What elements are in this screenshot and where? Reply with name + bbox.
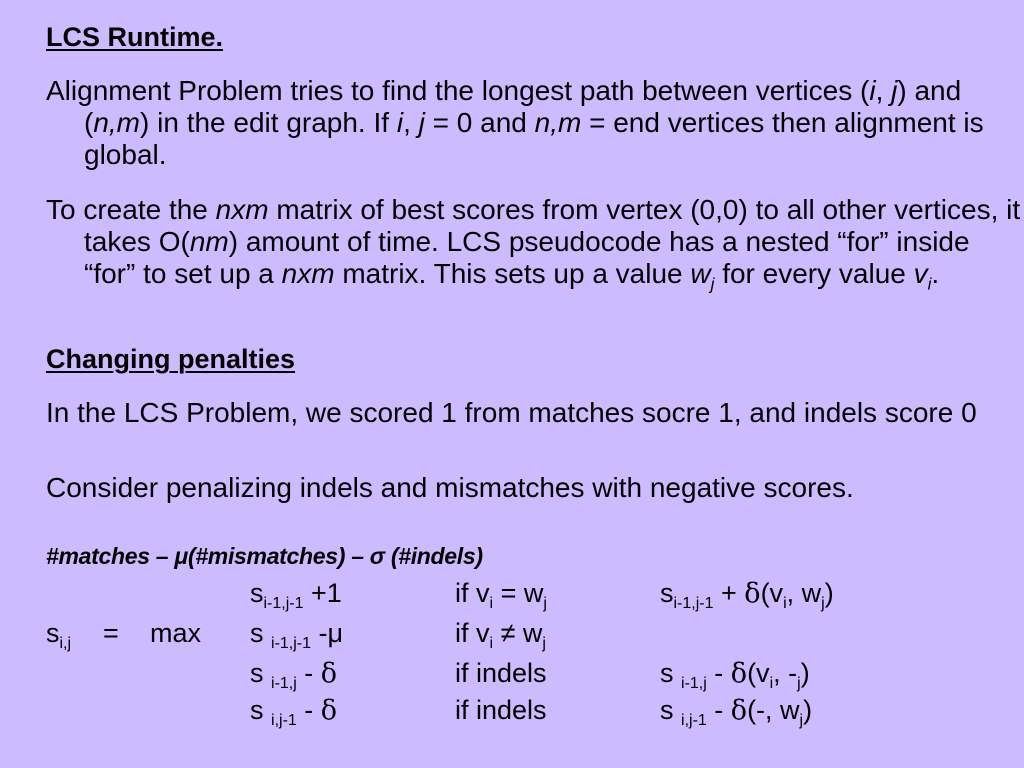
recurrence-condition-indel-up: if indels [455, 658, 547, 688]
recurrence-general-indel-up: s $_{i-1,j} - \delta(v_i$, $-_j$) [660, 658, 810, 692]
recurrence-equals: = [103, 618, 119, 648]
heading-changing-penalties: Changing penalties [46, 344, 296, 374]
recurrence-condition-indel-left: if indels [455, 695, 547, 725]
paragraph-lcs-scoring: In the LCS Problem, we scored 1 from matches socre 1, and indels score 0 [46, 397, 977, 428]
recurrence-case-indel-left: s $_{i,j-1}$ - δ [250, 695, 338, 729]
recurrence-case-mismatch: s $_{i-1,j-1}$ -μ [250, 618, 344, 652]
paragraph-penalizing: Consider penalizing indels and mismatches with negative scores. [46, 472, 854, 503]
recurrence-general-indel-left: s $_{i,j-1}$ - δ(-, $w_j$) [660, 695, 813, 729]
recurrence-condition-mismatch: if $v_i \ne w_j$ [455, 618, 546, 652]
recurrence-max: max [150, 618, 202, 648]
recurrence-case-match: $s_{i-1,j-1} +1$ [250, 578, 342, 612]
recurrence-case-indel-up: s $_{i-1,j}$ - δ [250, 658, 338, 692]
recurrence-lhs: $s_{i,j}$ [46, 618, 72, 652]
scoring-formula: #matches – μ(#mismatches) – σ (#indels) [46, 543, 483, 569]
recurrence-condition-match: if $v_i = w_j$ [455, 578, 547, 612]
paragraph-alignment-problem: Alignment Problem tries to find the longest path between vertices (i, j) and (n,m) in the edit graph. If i, j = 0 and n,m = end vertices then alignment is global. [46, 75, 984, 170]
paragraph-nxm-matrix: To create the nxm matrix of best scores from vertex (0,0) to all other vertices, it takes O(nm) amount of time. LCS pseudocode has a nested “for” inside “for” to set up a nxm matrix. This sets up a value $w_j$ for every value $v_i$. [46, 194, 1021, 294]
recurrence-general-match: $s_{i-1,j-1} + \delta(v_i$, $w_j$) [660, 578, 834, 612]
heading-lcs-runtime: LCS Runtime. [46, 22, 224, 52]
